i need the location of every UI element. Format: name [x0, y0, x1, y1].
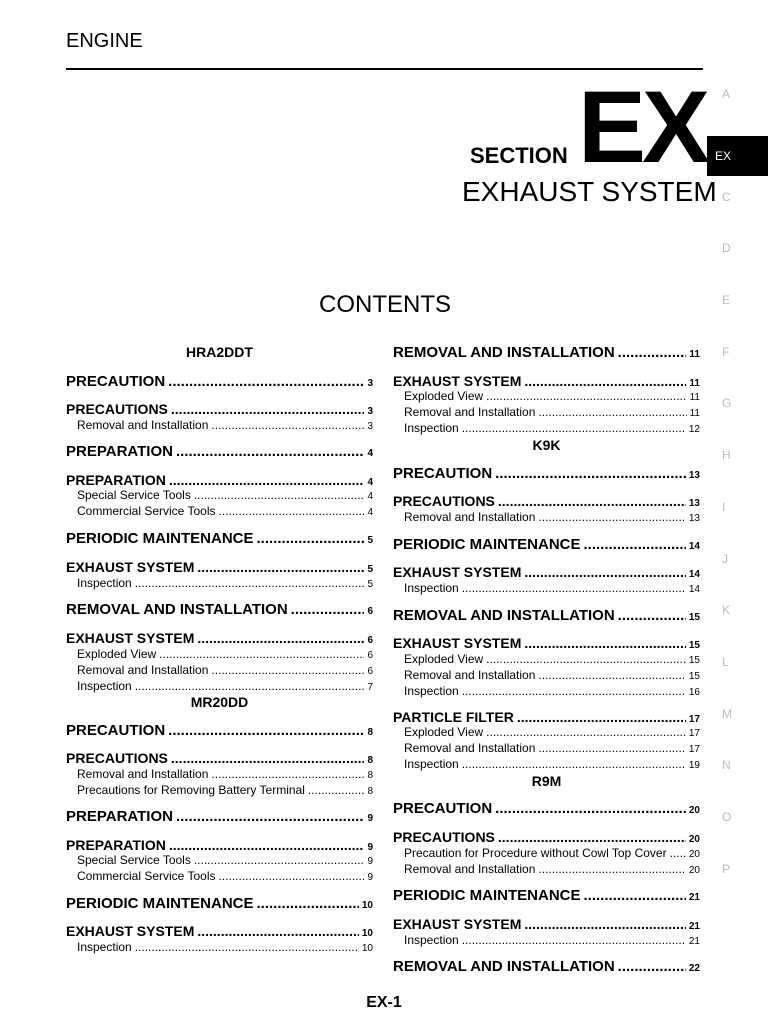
- toc-entry[interactable]: EXHAUST SYSTEM ..... 15: [393, 635, 700, 651]
- side-tab-ex[interactable]: EX: [707, 136, 768, 176]
- toc-entry[interactable]: Commercial Service Tools ..... 9: [66, 869, 373, 883]
- toc-entry[interactable]: EXHAUST SYSTEM ..... 21: [393, 916, 700, 932]
- toc-entry[interactable]: REMOVAL AND INSTALLATION ..... 15: [393, 607, 700, 624]
- toc-entry[interactable]: PERIODIC MAINTENANCE ..... 10: [66, 895, 373, 912]
- toc-entry[interactable]: PARTICLE FILTER ..... 17: [393, 709, 700, 725]
- toc-entry[interactable]: Inspection ..... 16: [393, 684, 700, 698]
- toc-entry[interactable]: PREPARATION ..... 9: [66, 808, 373, 825]
- side-tab-a[interactable]: A: [722, 87, 731, 101]
- toc-entry[interactable]: Exploded View ..... 17: [393, 725, 700, 739]
- side-tab-g[interactable]: G: [722, 396, 732, 411]
- toc-entry[interactable]: EXHAUST SYSTEM ..... 6: [66, 630, 373, 646]
- toc-entry[interactable]: Inspection ..... 21: [393, 933, 700, 947]
- toc-entry[interactable]: PRECAUTION ..... 20: [393, 800, 700, 817]
- section-word: SECTION: [470, 143, 568, 168]
- toc-entry[interactable]: Precaution for Procedure without Cowl Top Cover ..... 20: [393, 846, 700, 860]
- toc-entry[interactable]: Removal and Installation ..... 13: [393, 510, 700, 524]
- side-tab-h[interactable]: H: [722, 448, 731, 463]
- toc-entry[interactable]: Commercial Service Tools ..... 4: [66, 504, 373, 518]
- toc-entry[interactable]: Precautions for Removing Battery Terminal ..... 8: [66, 783, 373, 797]
- toc-entry[interactable]: Removal and Installation ..... 6: [66, 663, 373, 677]
- engine-heading: MR20DD: [190, 694, 249, 710]
- toc-entry[interactable]: Inspection ..... 5: [66, 576, 373, 590]
- toc-entry[interactable]: PRECAUTIONS ..... 13: [393, 493, 700, 509]
- side-tab-o[interactable]: O: [722, 809, 732, 824]
- toc-entry[interactable]: Special Service Tools ..... 9: [66, 853, 373, 867]
- toc-entry[interactable]: Inspection ..... 19: [393, 757, 700, 771]
- toc-entry[interactable]: PERIODIC MAINTENANCE ..... 21: [393, 887, 700, 904]
- toc-entry[interactable]: Inspection ..... 12: [393, 421, 700, 435]
- toc-entry[interactable]: EXHAUST SYSTEM ..... 11: [393, 373, 700, 389]
- toc-entry[interactable]: Removal and Installation ..... 11: [393, 405, 700, 419]
- toc-entry[interactable]: REMOVAL AND INSTALLATION ..... 6: [66, 601, 373, 618]
- engine-heading: R9M: [531, 773, 562, 789]
- toc-entry[interactable]: Removal and Installation ..... 20: [393, 862, 700, 876]
- side-tab-n[interactable]: N: [722, 758, 731, 773]
- engine-heading: HRA2DDT: [186, 344, 253, 360]
- toc-entry[interactable]: Exploded View ..... 6: [66, 647, 373, 661]
- side-tab-index: [707, 80, 768, 906]
- engine-heading: K9K: [532, 437, 561, 453]
- toc-entry[interactable]: Exploded View ..... 15: [393, 652, 700, 666]
- side-tab-p[interactable]: P: [722, 861, 731, 876]
- toc-entry[interactable]: EXHAUST SYSTEM ..... 10: [66, 923, 373, 939]
- side-tab-i[interactable]: I: [722, 499, 726, 514]
- toc-entry[interactable]: PRECAUTION ..... 3: [66, 373, 373, 390]
- toc-entry[interactable]: REMOVAL AND INSTALLATION ..... 22: [393, 958, 700, 975]
- toc-entry[interactable]: Removal and Installation ..... 15: [393, 668, 700, 682]
- toc-entry[interactable]: EXHAUST SYSTEM ..... 5: [66, 559, 373, 575]
- page-number: EX-1: [366, 994, 402, 1011]
- side-tab-l[interactable]: L: [722, 654, 729, 669]
- toc-entry[interactable]: PERIODIC MAINTENANCE ..... 14: [393, 536, 700, 553]
- toc-entry[interactable]: PERIODIC MAINTENANCE ..... 5: [66, 530, 373, 547]
- side-tab-d[interactable]: D: [722, 241, 731, 256]
- toc-entry[interactable]: PRECAUTION ..... 8: [66, 722, 373, 739]
- toc-entry[interactable]: Removal and Installation ..... 8: [66, 767, 373, 781]
- toc-entry[interactable]: PREPARATION ..... 4: [66, 443, 373, 460]
- toc-entry[interactable]: EXHAUST SYSTEM ..... 14: [393, 564, 700, 580]
- section-title: EXHAUST SYSTEM: [462, 176, 717, 207]
- toc-entry[interactable]: REMOVAL AND INSTALLATION ..... 11: [393, 344, 700, 361]
- side-tab-j[interactable]: J: [722, 551, 728, 566]
- side-tab-m[interactable]: M: [722, 706, 732, 721]
- toc-entry[interactable]: Inspection ..... 10: [66, 940, 373, 954]
- section-code: EX: [578, 70, 707, 184]
- toc-entry[interactable]: PRECAUTIONS ..... 8: [66, 750, 373, 766]
- toc-entry[interactable]: PREPARATION ..... 9: [66, 837, 373, 853]
- toc-entry[interactable]: PRECAUTIONS ..... 20: [393, 829, 700, 845]
- toc-entry[interactable]: Inspection ..... 7: [66, 679, 373, 693]
- toc-entry[interactable]: Special Service Tools ..... 4: [66, 488, 373, 502]
- contents-heading: CONTENTS: [319, 291, 451, 318]
- toc-entry[interactable]: Removal and Installation ..... 3: [66, 418, 373, 432]
- toc-entry[interactable]: Removal and Installation ..... 17: [393, 741, 700, 755]
- side-tab-k[interactable]: K: [722, 603, 731, 618]
- header-category: ENGINE: [66, 30, 143, 52]
- toc-entry[interactable]: Inspection ..... 14: [393, 581, 700, 595]
- toc-entry[interactable]: PREPARATION ..... 4: [66, 472, 373, 488]
- side-tab-e[interactable]: E: [722, 293, 731, 308]
- toc-entry[interactable]: Exploded View ..... 11: [393, 389, 700, 403]
- side-tab-c[interactable]: C: [722, 189, 731, 204]
- toc-entry[interactable]: PRECAUTIONS ..... 3: [66, 401, 373, 417]
- side-tab-f[interactable]: F: [722, 344, 730, 359]
- toc-entry[interactable]: PRECAUTION ..... 13: [393, 465, 700, 482]
